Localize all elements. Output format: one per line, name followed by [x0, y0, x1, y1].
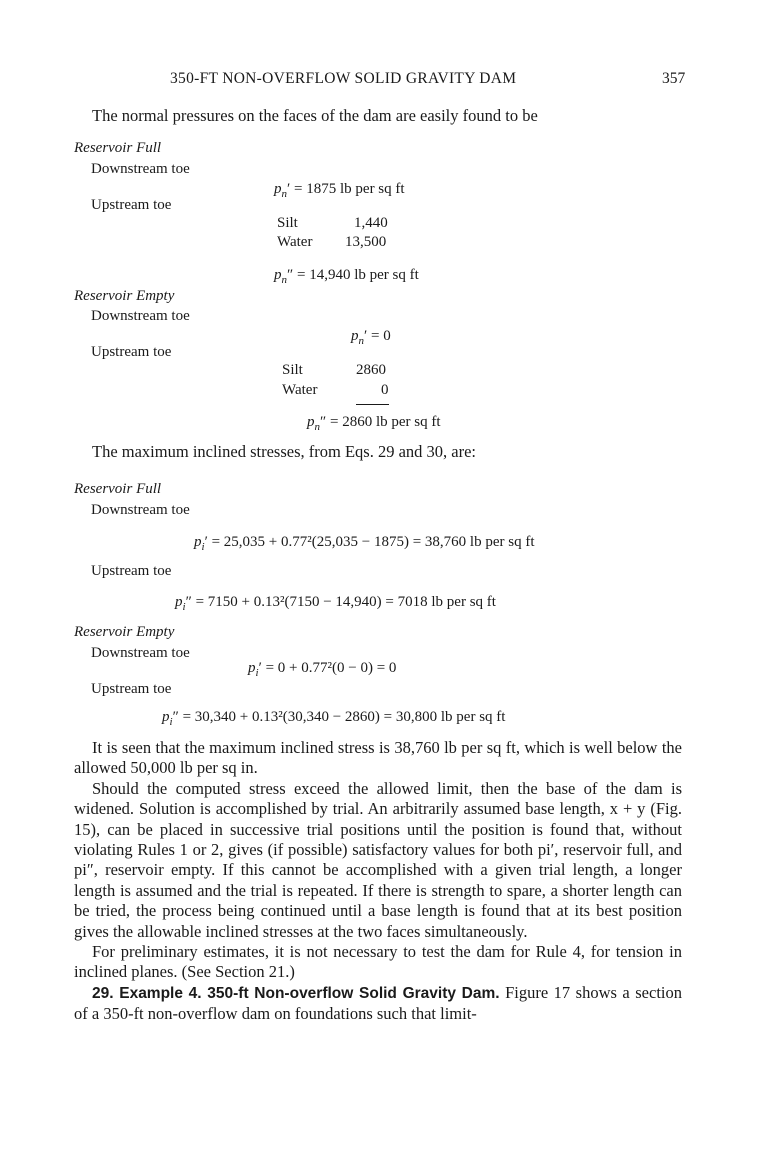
paragraph-text: Figure 17 shows a section of a 350-ft non-overflow dam on foundations such that limit- [74, 982, 682, 1024]
running-title: 350-FT NON-OVERFLOW SOLID GRAVITY DAM [170, 70, 517, 87]
symbol-subscript: n [358, 335, 364, 347]
paragraph [74, 983, 682, 1025]
water-value: 13,500 [345, 234, 387, 250]
symbol-subscript: i [255, 667, 259, 679]
symbol: p [274, 267, 282, 283]
symbol: p [194, 534, 202, 550]
inclined-intro-line: The maximum inclined stresses, from Eqs. 29 and 30, are: [92, 442, 476, 461]
symbol-prime: ′ [364, 328, 368, 344]
equation [307, 414, 441, 431]
body-text [74, 738, 682, 1025]
paragraph: Should the computed stress exceed the allowed limit, then the base of the dam is widened. Solution is accomplished by trial. An arbitrarily assumed base length, x + y (Fig. 15), can be placed in successive trial positions until the position is found that, without violating Rules 1 or 2, gives (if possible) satisfactory values for both pi′, reservoir full, and pi″, reservoir empty. If this cannot be accomplished with a given trial length, a longer length is assumed and the trial is repeated. If there is strength to spare, a shorter length can be tried, the process being continued until a base length is found that at its best position gives the allowable inclined stresses at the two faces simultaneously. [74, 778, 682, 941]
symbol: p [162, 709, 170, 725]
symbol-subscript: i [201, 541, 205, 553]
symbol-subscript: n [281, 188, 287, 200]
equation-rhs: = 2860 lb per sq ft [330, 414, 441, 430]
equation-rhs: = 1875 lb per sq ft [294, 181, 405, 197]
symbol-subscript: n [281, 274, 287, 286]
equation-rhs: = 0 + 0.77²(0 − 0) = 0 [265, 660, 397, 676]
downstream-toe-label: Downstream toe [91, 645, 190, 661]
paragraph: For preliminary estimates, it is not necessary to test the dam for Rule 4, for tension in inclined planes. (See Section 21.) [74, 942, 682, 982]
symbol-double-prime: ″ [185, 594, 192, 610]
equation [274, 181, 405, 198]
symbol-double-prime: ″ [287, 267, 294, 283]
equation-rhs: = 30,340 + 0.13²(30,340 − 2860) = 30,800 lb per sq ft [182, 709, 506, 725]
equation [248, 660, 396, 677]
symbol: p [175, 594, 183, 610]
symbol: p [307, 414, 315, 430]
downstream-toe-label: Downstream toe [91, 502, 190, 518]
upstream-toe-label: Upstream toe [91, 563, 172, 579]
equation-rhs: = 0 [371, 328, 391, 344]
equation-rhs: = 25,035 + 0.77²(25,035 − 1875) = 38,760 lb per sq ft [211, 534, 535, 550]
equation [162, 709, 505, 726]
symbol: p [248, 660, 256, 676]
section-heading: Reservoir Empty [74, 288, 175, 304]
upstream-toe-label: Upstream toe [91, 681, 172, 697]
water-label: Water [277, 234, 313, 250]
symbol-subscript: i [182, 601, 186, 613]
symbol-double-prime: ″ [172, 709, 179, 725]
equation [175, 594, 496, 611]
symbol-double-prime: ″ [320, 414, 327, 430]
symbol: p [351, 328, 359, 344]
section-heading: Reservoir Full [74, 140, 162, 156]
equation [194, 534, 535, 551]
symbol-subscript: n [314, 421, 320, 433]
silt-value: 1,440 [354, 215, 388, 231]
silt-label: Silt [282, 362, 303, 378]
downstream-toe-label: Downstream toe [91, 161, 190, 177]
upstream-toe-label: Upstream toe [91, 197, 172, 213]
section-heading: Reservoir Full [74, 481, 162, 497]
silt-label: Silt [277, 215, 298, 231]
paragraph: It is seen that the maximum inclined stress is 38,760 lb per sq ft, which is well below the allowed 50,000 lb per sq in. [74, 738, 682, 778]
intro-line: The normal pressures on the faces of the dam are easily found to be [92, 106, 538, 125]
symbol: p [274, 181, 282, 197]
equation [351, 328, 391, 345]
silt-value: 2860 [356, 362, 386, 378]
sum-rule [356, 404, 389, 405]
water-value: 0 [381, 382, 389, 398]
page-number: 357 [662, 70, 686, 87]
symbol-prime: ′ [287, 181, 291, 197]
equation-rhs: = 14,940 lb per sq ft [297, 267, 419, 283]
equation-rhs: = 7150 + 0.13²(7150 − 14,940) = 7018 lb per sq ft [195, 594, 496, 610]
symbol-prime: ′ [258, 660, 262, 676]
upstream-toe-label: Upstream toe [91, 344, 172, 360]
symbol-prime: ′ [204, 534, 208, 550]
section-heading: Reservoir Empty [74, 624, 175, 640]
water-label: Water [282, 382, 318, 398]
symbol-subscript: i [169, 716, 173, 728]
example-heading: 29. Example 4. 350-ft Non-overflow Solid Gravity Dam. [92, 984, 500, 1002]
downstream-toe-label: Downstream toe [91, 308, 190, 324]
equation [274, 267, 419, 284]
